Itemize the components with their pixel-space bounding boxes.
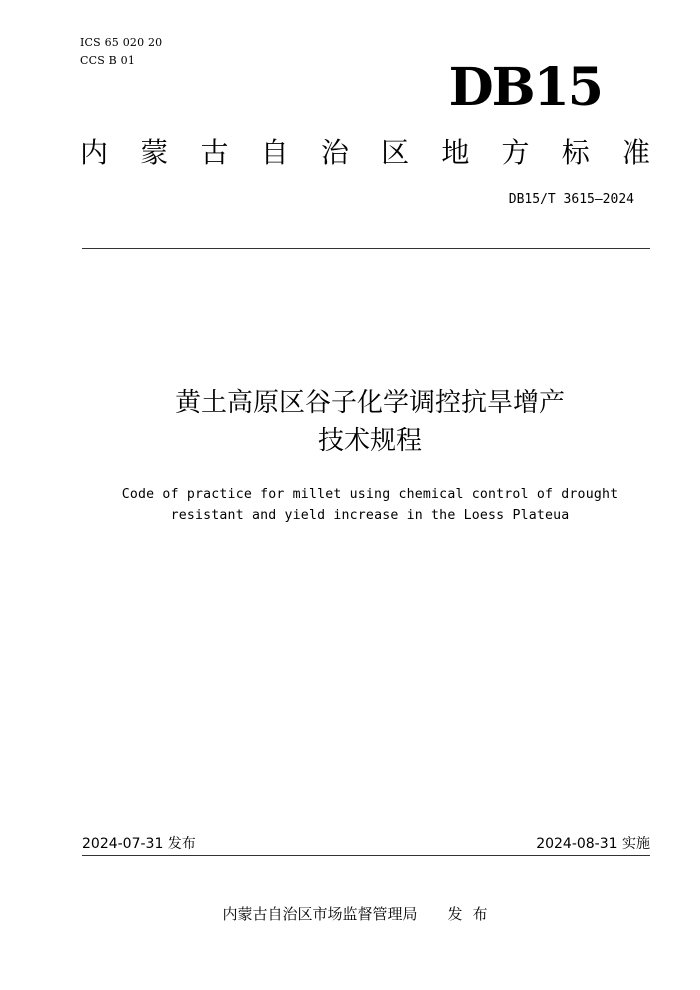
bottom-divider: [82, 855, 650, 856]
title-en-line-1: Code of practice for millet using chemical control of drought: [121, 487, 619, 502]
issuing-authority: [0, 903, 700, 925]
standard-type-char: 方: [501, 136, 530, 169]
title-cn-line-1: 黄土高原区谷子化学调控抗旱增产: [174, 388, 565, 418]
issuer-name: 内蒙古自治区市场监督管理局: [222, 905, 418, 923]
implementation-date: 2024-08-31 实施: [536, 836, 650, 852]
standard-type-char: 区: [381, 136, 410, 169]
standard-type-char: 标: [561, 136, 590, 169]
title-en-line-2: resistant and yield increase in the Loess Plateua: [170, 508, 570, 523]
title-cn-line-2: 技术规程: [317, 426, 422, 456]
ccs-code: CCS B 01: [80, 54, 136, 67]
standard-type-char: 古: [200, 136, 229, 169]
db15-logo: DB15: [448, 57, 602, 118]
document-title-english: [0, 484, 700, 526]
classification-codes: [80, 34, 162, 70]
standard-type-char: 自: [260, 136, 289, 169]
standard-type-char: 准: [621, 136, 650, 169]
document-title-chinese: [0, 384, 700, 460]
standard-type-char: 蒙: [140, 136, 169, 169]
standard-type-title: [80, 134, 650, 172]
standard-type-char: 内: [80, 136, 109, 169]
standard-type-char: 治: [320, 136, 349, 169]
ics-code: ICS 65 020 20: [80, 36, 163, 49]
standard-number: DB15/T 3615—2024: [508, 192, 634, 207]
standard-type-char: 地: [441, 136, 470, 169]
issue-action: 发布: [447, 905, 498, 923]
issue-date: 2024-07-31 发布: [82, 836, 196, 852]
top-divider: [82, 248, 650, 249]
